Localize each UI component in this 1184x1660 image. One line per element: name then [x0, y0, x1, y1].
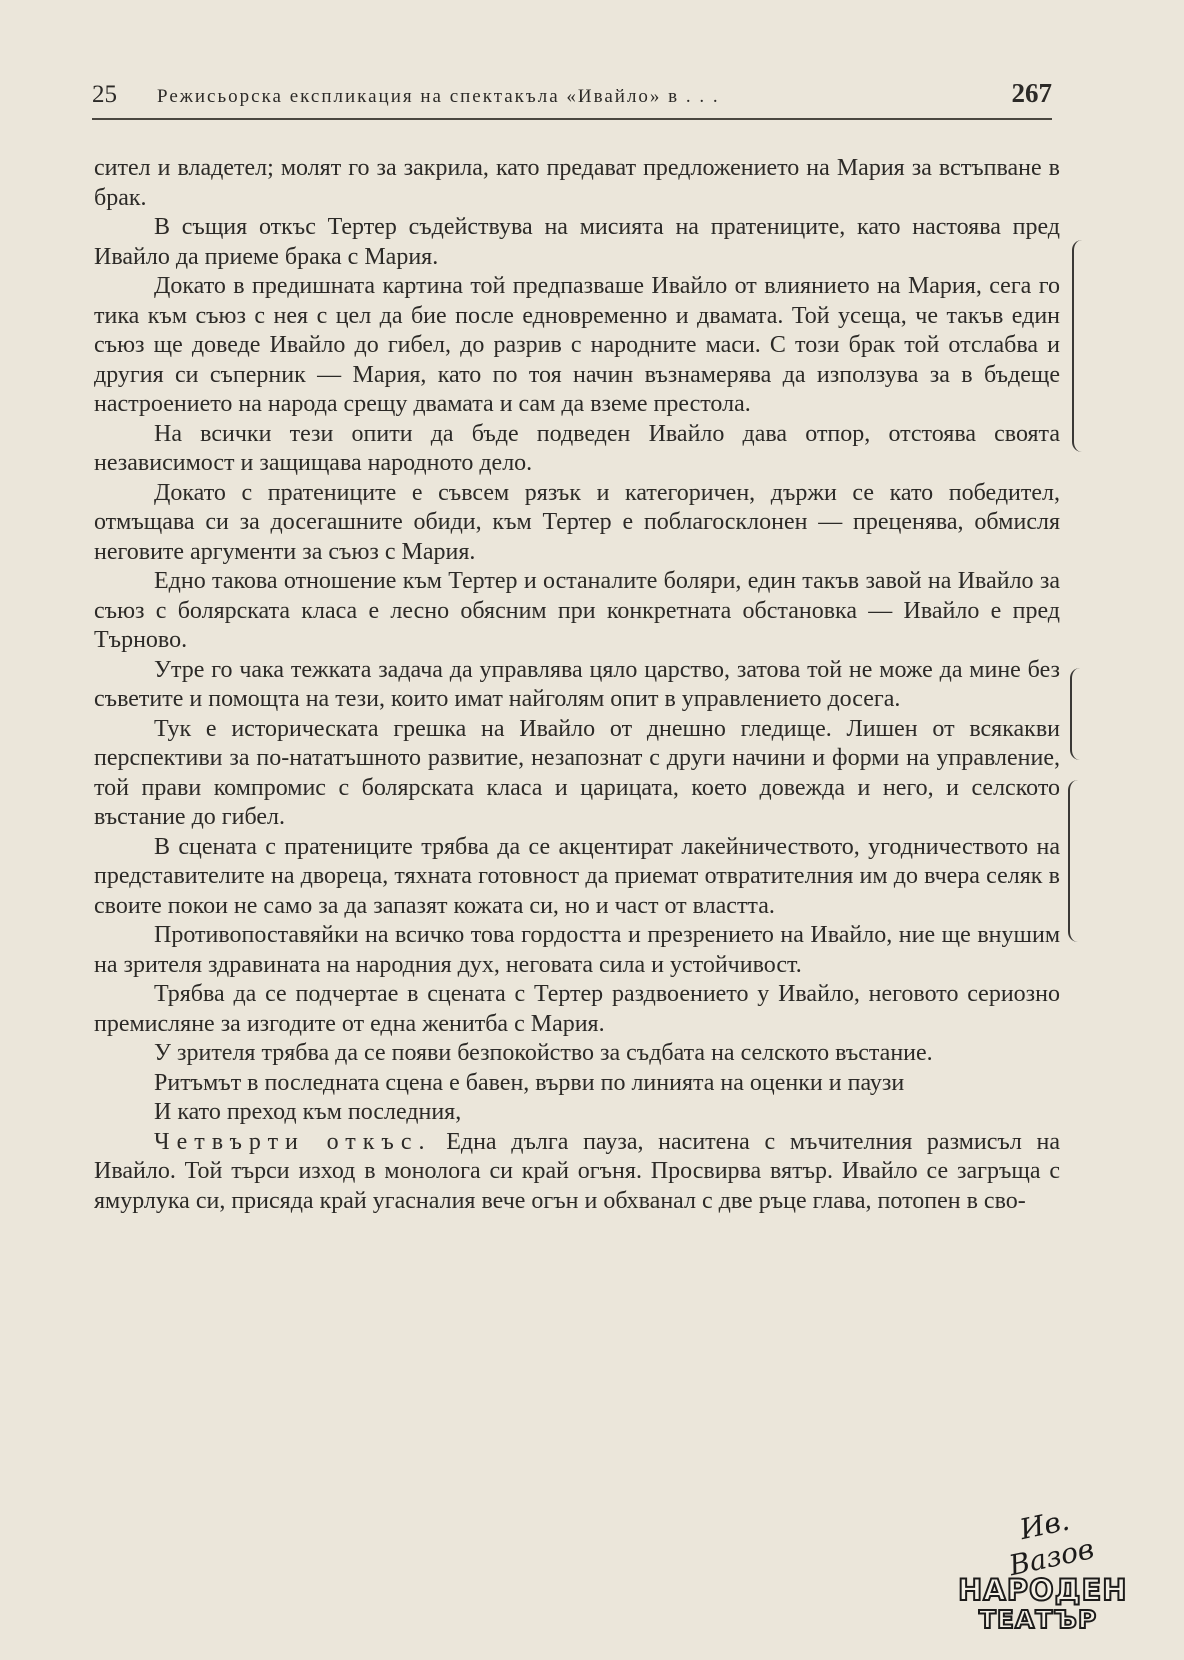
paragraph: Тук е историческата грешка на Ивайло от днешно гледище. Лишен от всякакви перспективи за по-нататъшното развитие, незапознат с други начини и форми на управление, той прави компромис с болярската класа и царицата, което довежда и него, и селското въстание до гибел.: [94, 715, 1060, 830]
paragraph: Докато в предишната картина той предпазваше Ивайло от влиянието на Мария, сега го тика към съюз с нея с цел да бие после едновременно и двамата. Той усеща, че такъв един съюз ще доведе Ивайло до гибел, до разрив с народните маси. С този брак той отслабва и другия си съперник — Мария, като по тоя начин възнамерява да използува за в бъдеще настроението на народа срещу двамата и сам да вземе престола.: [94, 273, 1060, 417]
paragraph-text: Една дълга пауза, наситена с мъчителния размисъл на Ивайло. Той търси изход в монолога си край огъня. Просвирва вятър. Ивайло се загръща с ямурлука си, присяда край угасналия вече огън и обхванал с две ръце глава, потопен в сво-: [94, 1128, 1060, 1214]
running-title: Режисьорска експликация на спектакъла «Ивайло» в . . .: [157, 86, 720, 107]
stamp-line-1: НАРОДЕН: [958, 1573, 1128, 1607]
paragraph-last: [94, 1128, 1060, 1217]
paragraph: сител и владетел; молят го за закрила, като предават предложението на Мария за встъпване в брак.: [94, 155, 1060, 211]
paragraph: И като преход към последния,: [154, 1099, 462, 1125]
stamp-line-2: ТЕАТЪР: [978, 1605, 1098, 1634]
paragraph: На всички тези опити да бъде подведен Ивайло дава отпор, отстоява своята независимост и защищава народното дело.: [94, 420, 1060, 476]
paragraph: В същия откъс Тертер съдействува на мисията на пратениците, като настоява пред Ивайло да приеме брака с Мария.: [94, 214, 1060, 270]
paragraph: В сцената с пратениците трябва да се акцентират лакейничеството, угодничеството на представителите на двореца, тяхната готовност да приемат отвратителния им до вчера селяк в своите покои не само за да запазят кожата си, но и част от властта.: [94, 833, 1060, 919]
spaced-lead: Четвърти откъс.: [154, 1128, 432, 1155]
signature-logo: Ив. Вазов: [1006, 1503, 1097, 1583]
paragraph: Противопоставяйки на всичко това гордостта и презрението на Ивайло, ние ще внушим на зрителя здравината на народния дух, неговата сила и устойчивост.: [94, 922, 1060, 978]
page-number: 267: [1011, 78, 1052, 108]
paragraph: Ритъмът в последната сцена е бавен, върви по линията на оценки и паузи: [154, 1069, 905, 1096]
margin-bracket: [1070, 668, 1086, 760]
paragraph: Утре го чака тежката задача да управлява цяло царство, затова той не може да мине без съветите и помощта на тези, които имат найголям опит в управлението досега.: [94, 656, 1060, 712]
margin-bracket: [1068, 780, 1084, 942]
paragraph: Трябва да се подчертае в сцената с Тертер раздвоението у Ивайло, неговото сериозно премисляне за изгодите от една женитба с Мария.: [94, 981, 1060, 1037]
paragraph: Докато с пратениците е съвсем рязък и категоричен, държи се като победител, отмъщава си за досегашните обиди, към Тертер е поблагосклонен — преценява, обмисля неговите аргументи за съюз с Мария.: [94, 479, 1060, 565]
section-number: 25: [92, 81, 117, 108]
margin-bracket: [1072, 240, 1088, 452]
running-header: [92, 78, 1052, 120]
paragraph: У зрителя трябва да се появи безпокойство за съдбата на селското въстание.: [154, 1040, 933, 1066]
page-body: [94, 154, 1060, 1216]
paragraph: Едно такова отношение към Тертер и останалите боляри, един такъв завой на Ивайло за съюз с болярската класа е лесно обясним при конкретната обстановка — Ивайло е пред Търново.: [94, 568, 1060, 653]
theatre-stamp: [958, 1503, 1128, 1634]
